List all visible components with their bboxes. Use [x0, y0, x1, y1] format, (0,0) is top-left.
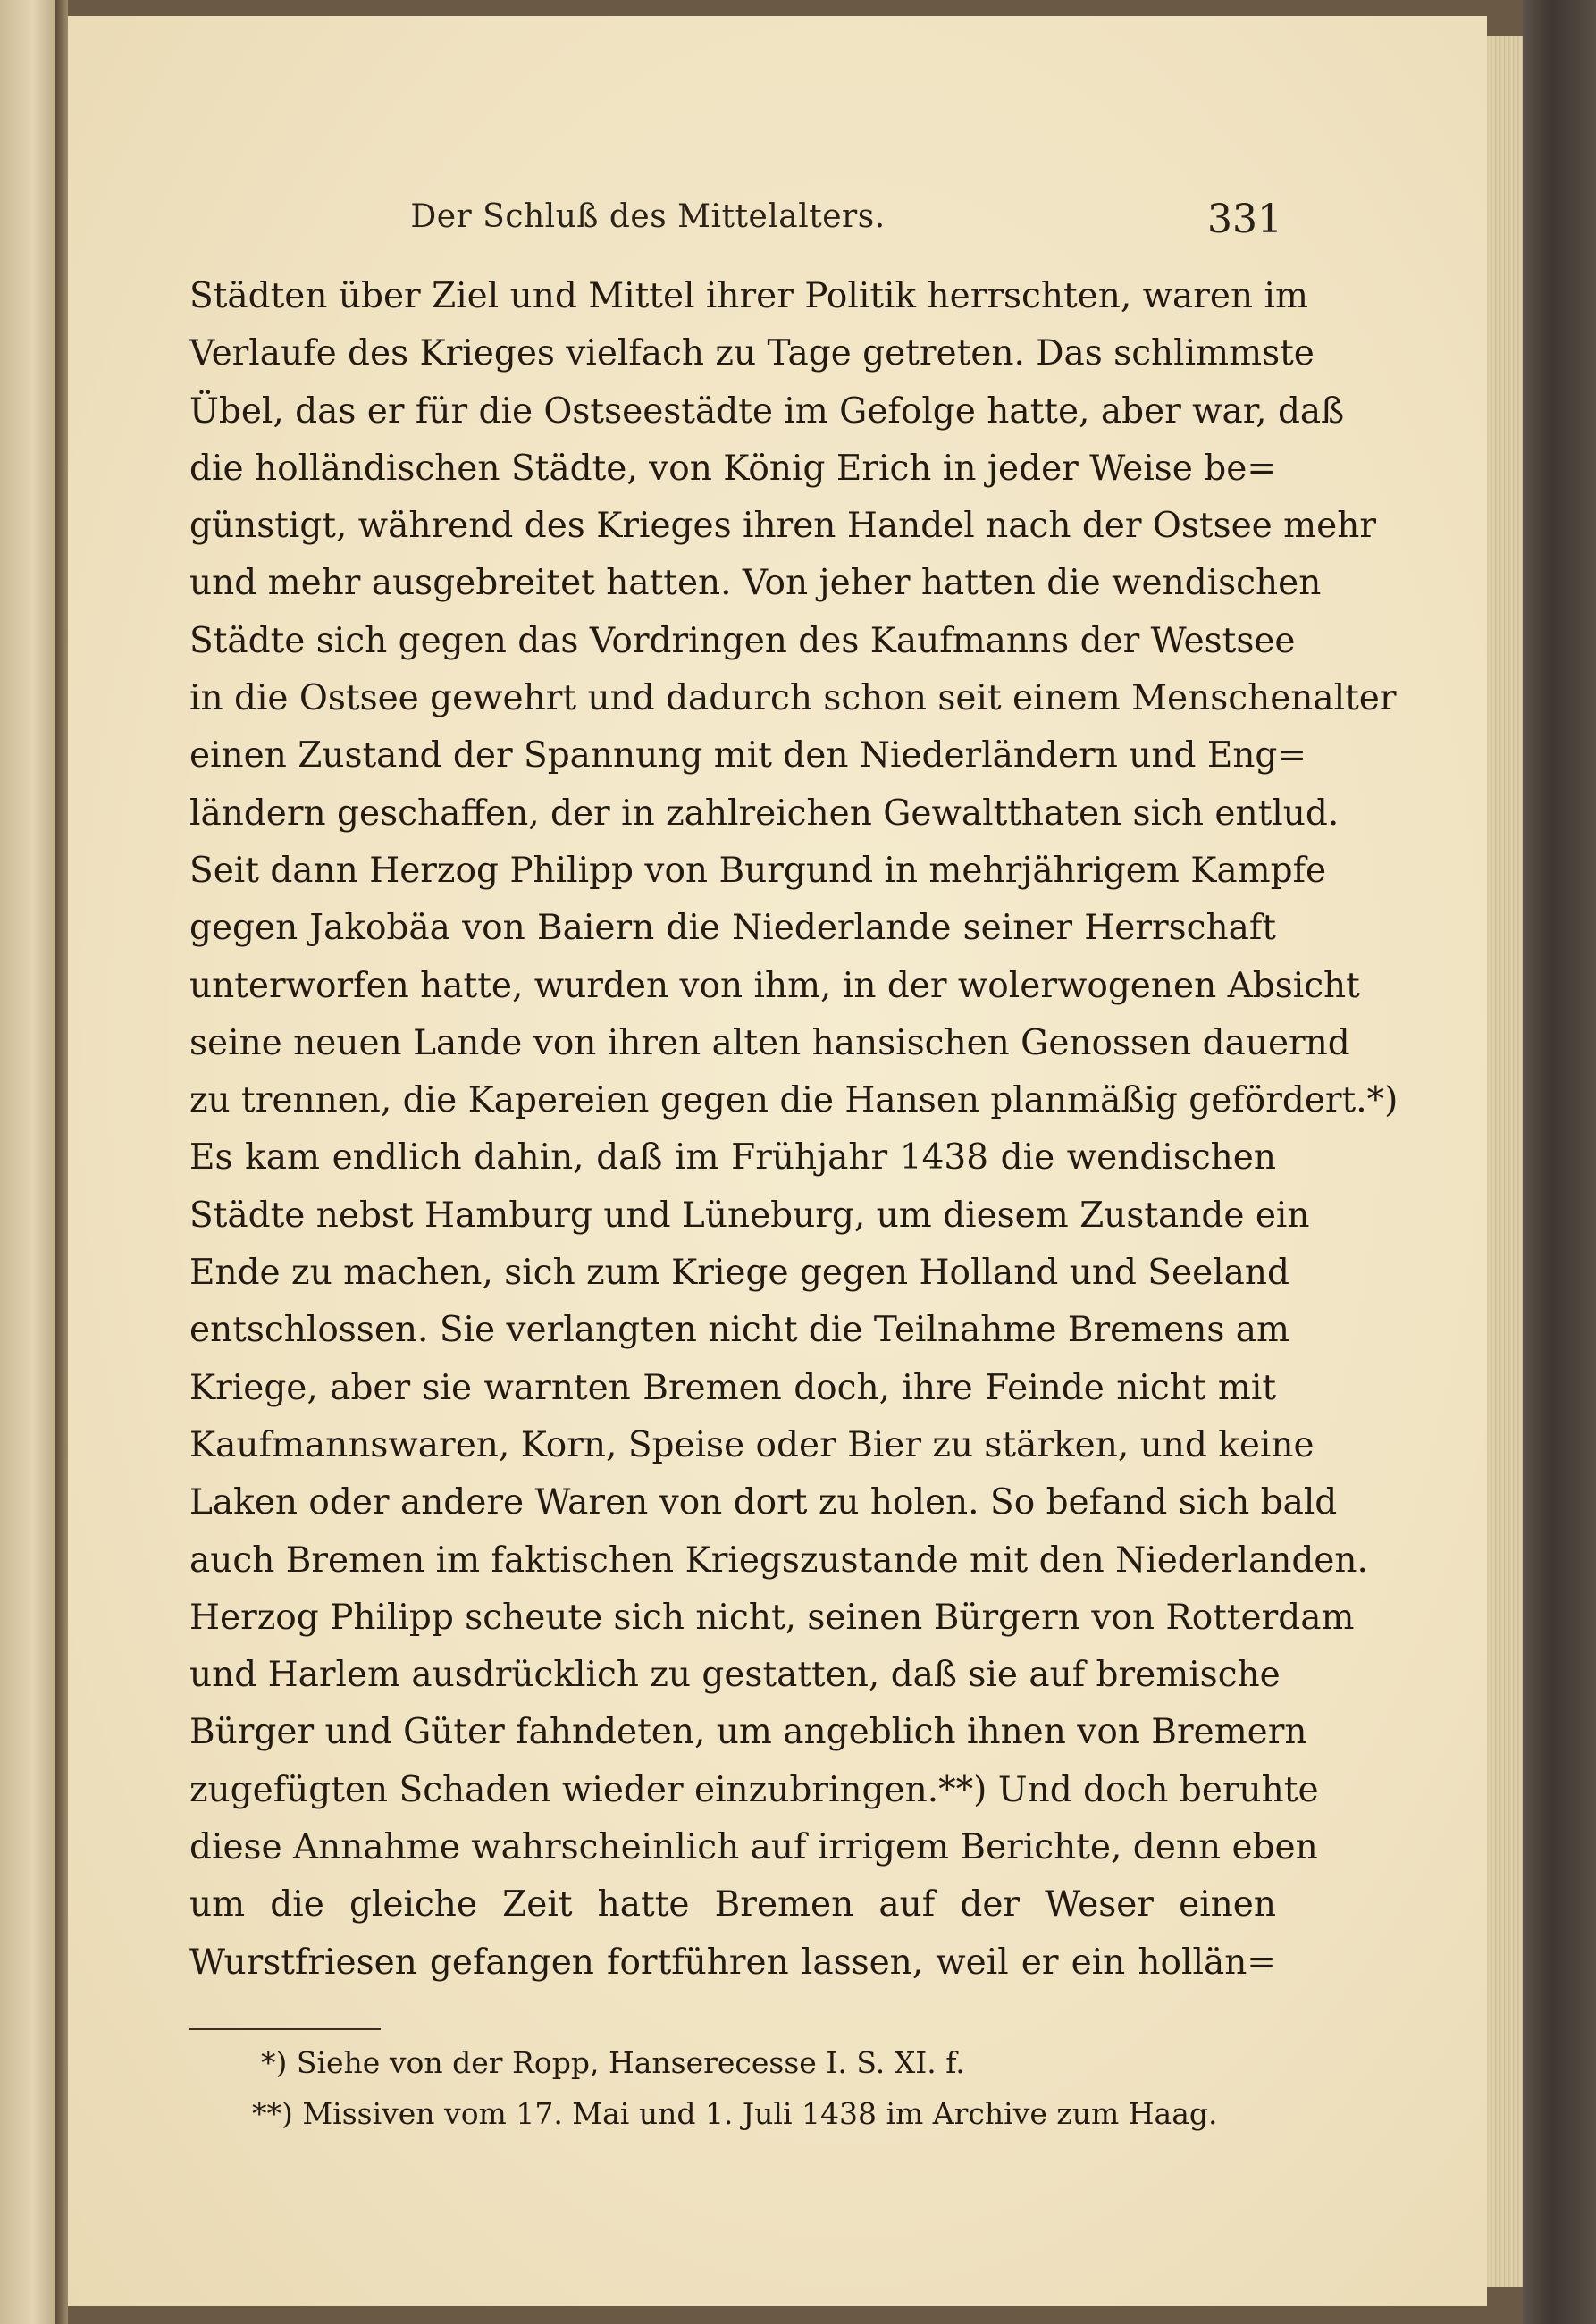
footnotes: [189, 2037, 1276, 2139]
text-line: zugefügten Schaden wieder einzubringen.**) Und doch beruhte: [189, 1769, 1319, 1810]
page-block-edge: [1487, 36, 1523, 2287]
text-line: Übel, das er für die Ostseestädte im Gefolge hatte, aber war, daß: [189, 390, 1345, 432]
text-line: Laken oder andere Waren von dort zu holen. So befand sich bald: [189, 1482, 1338, 1523]
page-number: 331: [1207, 197, 1282, 242]
text-line: unterworfen hatte, wurden von ihm, in der wolerwogenen Absicht: [189, 965, 1360, 1006]
text-line: Herzog Philipp scheute sich nicht, seinen Bürgern von Rotterdam: [189, 1597, 1355, 1638]
text-line: auch Bremen im faktischen Kriegszustande mit den Niederlanden.: [189, 1540, 1368, 1581]
footnote-2: **) Missiven vom 17. Mai und 1. Juli 1438 im Archive zum Haag.: [252, 2096, 1218, 2131]
running-head: Der Schluß des Mittelalters.: [410, 198, 886, 235]
text-line: Städte sich gegen das Vordringen des Kaufmanns der Westsee: [189, 620, 1296, 661]
text-line: einen Zustand der Spannung mit den Niederländern und Eng=: [189, 735, 1307, 776]
page-header: [121, 198, 1282, 252]
text-line: die holländischen Städte, von König Erich in jeder Weise be=: [189, 448, 1276, 489]
footnote-1: *) Siehe von der Ropp, Hanserecesse I. S. XI. f.: [261, 2045, 965, 2080]
book-gutter: [55, 0, 68, 2324]
text-line: Städte nebst Hamburg und Lüneburg, um diesem Zustande ein: [189, 1195, 1310, 1236]
text-line: Kaufmannswaren, Korn, Speise oder Bier zu stärken, und keine: [189, 1424, 1315, 1465]
text-line: Bürger und Güter fahndeten, um angeblich ihnen von Bremern: [189, 1712, 1307, 1753]
text-line: ländern geschaffen, der in zahlreichen Gewaltthaten sich entlud.: [189, 793, 1340, 834]
text-line: in die Ostsee gewehrt und dadurch schon seit einem Menschenalter: [189, 678, 1397, 719]
text-line: zu trennen, die Kapereien gegen die Hansen planmäßig gefördert.*): [189, 1080, 1399, 1121]
book-binding: [1523, 0, 1596, 2324]
footnote-rule: [189, 2028, 381, 2030]
text-line: seine neuen Lande von ihren alten hansischen Genossen dauernd: [189, 1022, 1350, 1063]
text-line: Seit dann Herzog Philipp von Burgund in mehrjährigem Kampfe: [189, 850, 1327, 891]
text-line: gegen Jakobäa von Baiern die Niederlande seiner Herrschaft: [189, 908, 1276, 949]
text-line: Wurstfriesen gefangen fortführen lassen, weil er ein hollän=: [189, 1942, 1276, 1983]
previous-page-edge: [0, 0, 55, 2324]
text-line: um die gleiche Zeit hatte Bremen auf der Weser einen: [189, 1884, 1276, 1925]
text-line: Es kam endlich dahin, daß im Frühjahr 1438 die wendischen: [189, 1137, 1276, 1179]
text-line: Kriege, aber sie warnten Bremen doch, ihre Feinde nicht mit: [189, 1367, 1276, 1408]
text-line: entschlossen. Sie verlangten nicht die Teilnahme Bremens am: [189, 1310, 1290, 1351]
body-text: [189, 268, 1399, 1992]
text-line: Verlaufe des Krieges vielfach zu Tage getreten. Das schlimmste: [189, 333, 1315, 374]
text-line: und mehr ausgebreitet hatten. Von jeher hatten die wendischen: [189, 563, 1322, 604]
text-line: diese Annahme wahrscheinlich auf irrigem Berichte, denn eben: [189, 1827, 1318, 1868]
text-line: Ende zu machen, sich zum Kriege gegen Holland und Seeland: [189, 1253, 1289, 1294]
text-line: und Harlem ausdrücklich zu gestatten, daß sie auf bremische: [189, 1655, 1281, 1696]
text-line: Städten über Ziel und Mittel ihrer Politik herrschten, waren im: [189, 276, 1308, 316]
text-line: günstigt, während des Krieges ihren Handel nach der Ostsee mehr: [189, 506, 1376, 547]
